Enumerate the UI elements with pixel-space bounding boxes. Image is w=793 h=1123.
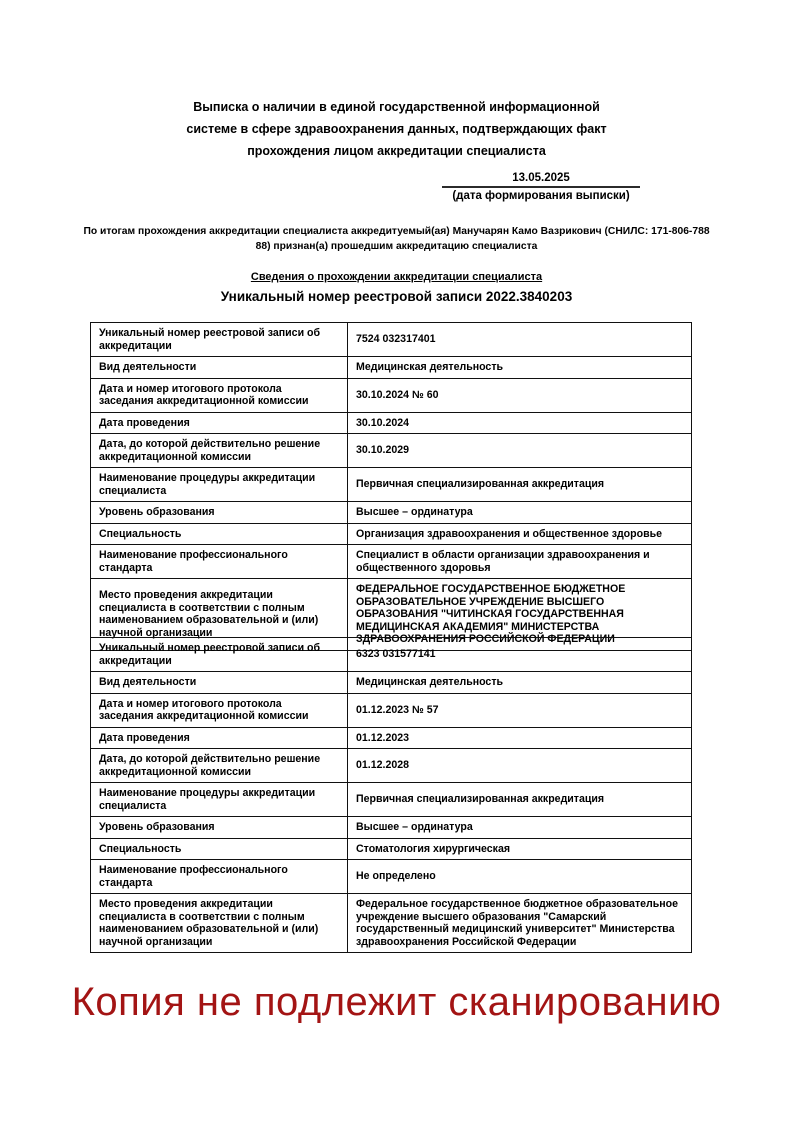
row-value: ФЕДЕРАЛЬНОЕ ГОСУДАРСТВЕННОЕ БЮДЖЕТНОЕ ОБРАЗОВАТЕЛЬНОЕ УЧРЕЖДЕНИЕ ВЫСШЕГО ОБРАЗОВАНИЯ "ЧИТИНСКАЯ ГОСУДАРСТВЕННАЯ МЕДИЦИНСКАЯ АКАДЕМИЯ" МИНИСТЕРСТВА ЗДРАВООХРАНЕНИЯ РОССИЙСКОЙ ФЕДЕРАЦИИ <box>348 579 692 651</box>
section-heading: Сведения о прохождении аккредитации специалиста <box>250 271 543 283</box>
row-value: 01.12.2023 № 57 <box>348 693 692 727</box>
row-value: 6323 031577141 <box>348 638 692 672</box>
row-value: Стоматология хирургическая <box>348 838 692 860</box>
table-row <box>91 323 692 357</box>
row-value: Первичная специализированная аккредитация <box>348 468 692 502</box>
row-value: 01.12.2023 <box>348 727 692 749</box>
row-value: Высшее – ординатура <box>348 817 692 839</box>
table-row <box>91 817 692 839</box>
row-label: Уникальный номер реестровой записи об аккредитации <box>91 323 348 357</box>
accreditation-table-1 <box>90 322 692 651</box>
row-label: Дата, до которой действительно решение аккредитационной комиссии <box>91 749 348 783</box>
table-row <box>91 523 692 545</box>
row-value: Организация здравоохранения и общественное здоровье <box>348 523 692 545</box>
row-value: Медицинская деятельность <box>348 672 692 694</box>
row-label: Наименование процедуры аккредитации специалиста <box>91 783 348 817</box>
row-label: Дата проведения <box>91 727 348 749</box>
row-label: Наименование процедуры аккредитации специалиста <box>91 468 348 502</box>
table-row <box>91 378 692 412</box>
accreditation-table-2 <box>90 637 692 953</box>
row-label: Место проведения аккредитации специалиста в соответствии с полным наименованием образовательной и (или) научной организации <box>91 579 348 651</box>
row-label: Специальность <box>91 838 348 860</box>
row-value: 30.10.2029 <box>348 434 692 468</box>
table-row <box>91 672 692 694</box>
table-row <box>91 468 692 502</box>
row-label: Вид деятельности <box>91 357 348 379</box>
document-title: Выписка о наличии в единой государственной информационной системе в сфере здравоохранения данных, подтверждающих факт прохождения лицом аккредитации специалиста <box>186 100 607 158</box>
table-row <box>91 860 692 894</box>
row-value: 01.12.2028 <box>348 749 692 783</box>
table-row <box>91 693 692 727</box>
table-row <box>91 749 692 783</box>
row-label: Место проведения аккредитации специалиста в соответствии с полным наименованием образовательной и (или) научной организации <box>91 894 348 953</box>
row-label: Дата и номер итогового протокола заседания аккредитационной комиссии <box>91 378 348 412</box>
row-label: Дата, до которой действительно решение аккредитационной комиссии <box>91 434 348 468</box>
row-label: Специальность <box>91 523 348 545</box>
table-row <box>91 638 692 672</box>
row-label: Уровень образования <box>91 817 348 839</box>
table-row <box>91 727 692 749</box>
row-label: Вид деятельности <box>91 672 348 694</box>
copy-watermark: Копия не подлежит сканированию <box>71 980 722 1024</box>
row-label: Наименование профессионального стандарта <box>91 545 348 579</box>
table-row <box>91 838 692 860</box>
table-row <box>91 412 692 434</box>
row-value: Специалист в области организации здравоохранения и общественного здоровья <box>348 545 692 579</box>
table-row <box>91 357 692 379</box>
registry-number-heading: Уникальный номер реестровой записи 2022.3840203 <box>220 289 573 304</box>
table-row <box>91 545 692 579</box>
row-value: 7524 032317401 <box>348 323 692 357</box>
accreditation-result-paragraph: По итогам прохождения аккредитации специалиста аккредитуемый(ая) Манучарян Камо Вазрикович (СНИЛС: 171-806-788 88) признан(а) прошедшим аккредитацию специалиста <box>83 226 710 252</box>
row-label: Наименование профессионального стандарта <box>91 860 348 894</box>
table-row <box>91 502 692 524</box>
row-value: Медицинская деятельность <box>348 357 692 379</box>
extract-date: 13.05.2025 <box>442 172 640 188</box>
row-value: 30.10.2024 № 60 <box>348 378 692 412</box>
row-value: Федеральное государственное бюджетное образовательное учреждение высшего образования "Самарский государственный медицинский университет" Министерства здравоохранения Российской Федерации <box>348 894 692 953</box>
table-row <box>91 434 692 468</box>
row-value: Первичная специализированная аккредитация <box>348 783 692 817</box>
extract-date-caption: (дата формирования выписки) <box>452 190 630 202</box>
row-value: 30.10.2024 <box>348 412 692 434</box>
row-value: Высшее – ординатура <box>348 502 692 524</box>
row-label: Дата и номер итогового протокола заседания аккредитационной комиссии <box>91 693 348 727</box>
extract-date-block <box>442 172 640 202</box>
table-row <box>91 783 692 817</box>
row-label: Уникальный номер реестровой записи об аккредитации <box>91 638 348 672</box>
row-label: Дата проведения <box>91 412 348 434</box>
row-value: Не определено <box>348 860 692 894</box>
row-label: Уровень образования <box>91 502 348 524</box>
table-row <box>91 894 692 953</box>
